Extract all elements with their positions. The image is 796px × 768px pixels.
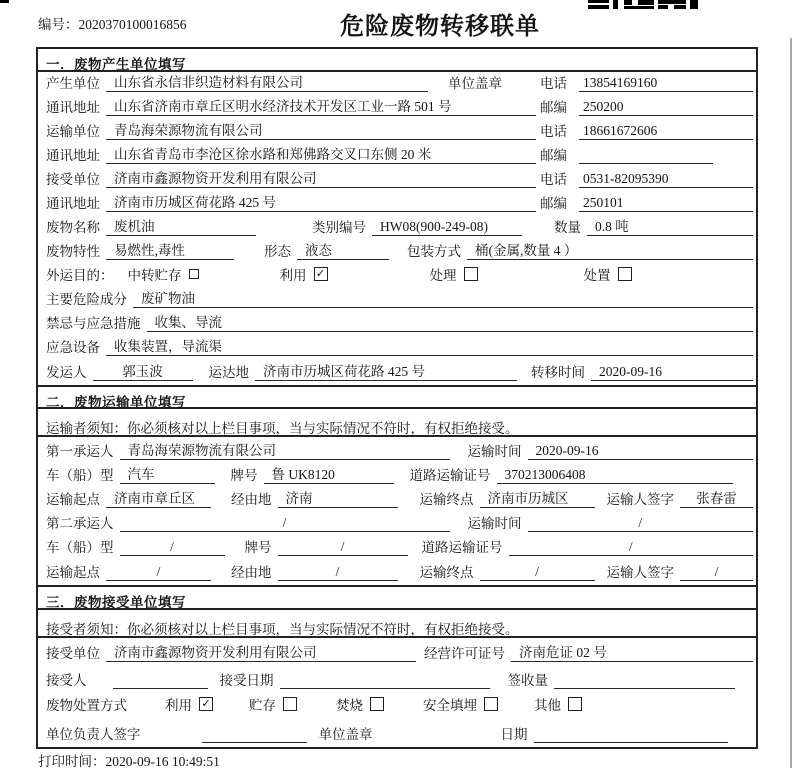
option-label: 利用 (279, 268, 307, 283)
date-label: 日期 (500, 727, 528, 742)
quantity-label: 数量 (554, 220, 581, 235)
plate2-value: / (278, 539, 408, 556)
checkbox-transfer-storage (189, 269, 199, 279)
purpose-label: 外运目的： (46, 268, 114, 283)
category-label: 类别编号 (312, 220, 366, 235)
option-label: 安全填埋 (423, 698, 477, 713)
transport-time-label: 运输时间 (467, 516, 522, 531)
carrier-sign-label: 运输人签字 (606, 492, 674, 507)
print-time-value: 2020-09-16 10:49:51 (105, 754, 220, 768)
route-start-label: 运输起点 (46, 492, 100, 507)
route2-end-value: / (480, 564, 595, 581)
address-label: 通讯地址 (46, 196, 100, 211)
section3-header: 三．废物接受单位填写 (38, 585, 756, 610)
checkbox-utilize-checked: ✓ (314, 267, 328, 281)
receiver-phone-group (540, 168, 753, 188)
print-time-line (38, 750, 220, 768)
receiver-label: 接受单位 (46, 172, 100, 187)
shipper-label: 发运人 (46, 365, 87, 380)
carrier2-label: 第二承运人 (46, 516, 114, 531)
transporter-zip-group (540, 144, 753, 164)
vehicle1-row (38, 464, 756, 488)
category-value: HW08(900-249-08) (372, 219, 522, 236)
producer-address-value: 山东省济南市章丘区明水经济技术开发区工业一路 501 号 (106, 95, 536, 116)
contraindication-value: 收集、导流 (147, 311, 754, 332)
checkbox-disposal-landfill (484, 697, 498, 711)
scan-page-edge-line (790, 38, 792, 768)
business-license-label: 经营许可证号 (424, 646, 505, 661)
receiver-address-row (38, 192, 756, 216)
option-label: 处置 (583, 268, 611, 283)
unit-seal-label: 单位盖章 (318, 727, 373, 742)
print-time-label: 打印时间： (38, 754, 106, 768)
producer-zip-group (540, 96, 753, 116)
date-value (534, 726, 729, 743)
purpose-option-treat (430, 264, 584, 284)
checkbox-disposal-other (568, 697, 582, 711)
carrier1-value: 青岛海荣源物流有限公司 (120, 439, 450, 460)
contraindication-label: 禁忌与应急措施 (46, 316, 141, 331)
accept-person-value (113, 672, 208, 689)
phone-label: 电话 (540, 172, 567, 187)
carrier1-row (38, 437, 756, 464)
responsible-sign-value (202, 726, 307, 743)
producer-value: 山东省永信非织造材料有限公司 (106, 71, 428, 92)
waste-traits-row (38, 240, 756, 264)
serial-number: 2020370100016856 (78, 17, 187, 32)
zip-label: 邮编 (540, 100, 567, 115)
producer-phone-group (540, 72, 753, 92)
option-label: 中转贮存 (127, 268, 182, 283)
route1-end-value: 济南市历城区 (480, 487, 595, 508)
route1-sign-value: 张春雷 (680, 487, 753, 508)
transport-time2-value: / (528, 515, 754, 532)
carrier2-value: / (120, 515, 450, 532)
road-license-label: 道路运输证号 (409, 468, 491, 483)
transporter-label: 运输单位 (46, 124, 100, 139)
hazard-row (38, 288, 756, 312)
traits-value: 易燃性,毒性 (106, 239, 234, 260)
address-label: 通讯地址 (46, 100, 100, 115)
road-license-label: 道路运输证号 (421, 540, 503, 555)
route2-sign-value: / (680, 564, 753, 581)
route2-start-value: / (106, 564, 211, 581)
form-state-value: 液态 (297, 239, 389, 260)
unit-seal-label: 单位盖章 (448, 76, 502, 91)
disposal-option-utilize (165, 694, 249, 714)
form-state-label: 形态 (264, 244, 291, 259)
sign-amount-label: 签收量 (507, 673, 548, 688)
form-title: 危险废物转移联单 (340, 14, 540, 40)
contraindication-row (38, 312, 756, 336)
section1-header: 一．废物产生单位填写 (38, 49, 756, 72)
route-via-label: 经由地 (231, 565, 272, 580)
destination-label: 运达地 (208, 365, 249, 380)
address-label: 通讯地址 (46, 148, 100, 163)
accept-date-label: 接受日期 (219, 673, 274, 688)
disposal-label: 废物处置方式 (46, 698, 127, 713)
vehicle-type-label: 车（船）型 (46, 540, 114, 555)
transporter-address-row (38, 144, 756, 168)
traits-label: 废物特性 (46, 244, 100, 259)
responsible-sign-label: 单位负责人签字 (46, 727, 141, 742)
checkbox-disposal-utilize-checked: ✓ (199, 697, 213, 711)
packaging-value: 桶(金属,数量 4 ） (467, 239, 753, 260)
dispatch-row (38, 360, 756, 385)
receiver-phone-value: 0531-82095390 (579, 171, 753, 188)
route1-row (38, 488, 756, 512)
checkbox-dispose (618, 267, 632, 281)
road-license1-value: 370213006408 (497, 467, 734, 484)
serial-label: 编号： (38, 17, 79, 32)
producer-row (38, 72, 756, 96)
transfer-form-table (36, 47, 758, 749)
transporter-value: 青岛海荣源物流有限公司 (106, 119, 536, 140)
option-label: 贮存 (249, 698, 276, 713)
route1-via-value: 济南 (278, 487, 398, 508)
transporter-row (38, 120, 756, 144)
transport-time-label: 运输时间 (467, 444, 522, 459)
option-label: 焚烧 (336, 698, 363, 713)
emergency-equipment-row (38, 336, 756, 360)
receiver-notice: 接受者须知：你必须核对以上栏目事项，当与实际情况不符时，有权拒绝接受。 (38, 610, 756, 638)
accept-person-label: 接受人 (46, 673, 87, 688)
route1-start-value: 济南市章丘区 (106, 487, 211, 508)
option-label: 处理 (429, 268, 457, 283)
accept-unit-value: 济南市鑫源物资开发利用有限公司 (106, 641, 416, 662)
receiver-address-value: 济南市历城区荷花路 425 号 (106, 191, 536, 212)
route-end-label: 运输终点 (419, 565, 474, 580)
waste-name-value: 废机油 (106, 215, 256, 236)
disposal-option-incinerate (336, 694, 423, 714)
disposal-option-other (534, 694, 582, 714)
carrier2-row (38, 512, 756, 536)
receiver-zip-group (540, 192, 753, 212)
transporter-phone-group (540, 120, 753, 140)
purpose-option-transfer-storage (128, 264, 280, 284)
route-start-label: 运输起点 (46, 565, 100, 580)
vehicle-type-label: 车（船）型 (46, 468, 114, 483)
purpose-row (38, 264, 756, 288)
accept-unit-row (38, 638, 756, 666)
vehicle1-type-value: 汽车 (120, 463, 215, 484)
hazard-label: 主要危险成分 (46, 292, 127, 307)
accept-date-value (280, 672, 490, 689)
producer-label: 产生单位 (46, 76, 100, 91)
section2-header: 二．废物运输单位填写 (38, 385, 756, 409)
route2-via-value: / (278, 564, 398, 581)
purpose-option-utilize (280, 264, 430, 284)
transport-time1-value: 2020-09-16 (528, 443, 754, 460)
acceptance-row (38, 666, 756, 693)
producer-phone-value: 13854169160 (579, 75, 753, 92)
zip-label: 邮编 (540, 196, 567, 211)
route-via-label: 经由地 (231, 492, 272, 507)
business-license-value: 济南危证 02 号 (511, 641, 753, 662)
signoff-row (38, 718, 756, 747)
waste-name-row (38, 216, 756, 240)
purpose-option-dispose (584, 264, 632, 284)
waste-name-label: 废物名称 (46, 220, 100, 235)
vehicle2-row (38, 536, 756, 560)
route2-row (38, 560, 756, 585)
transporter-phone-value: 18661672606 (579, 123, 753, 140)
carrier1-label: 第一承运人 (46, 444, 114, 459)
equipment-value: 收集装置，导流渠 (106, 335, 753, 356)
destination-value: 济南市历城区荷花路 425 号 (255, 360, 517, 381)
quantity-value: 0.8 吨 (587, 215, 753, 236)
route-end-label: 运输终点 (419, 492, 474, 507)
scan-artifact-mark (0, 0, 9, 3)
accept-unit-label: 接受单位 (46, 646, 100, 661)
producer-zip-value: 250200 (579, 99, 753, 116)
transporter-zip-value (579, 147, 713, 164)
disposal-option-landfill (423, 694, 534, 714)
road-license2-value: / (509, 539, 754, 556)
equipment-label: 应急设备 (46, 340, 100, 355)
sign-amount-value (554, 672, 735, 689)
shipper-value: 郭玉波 (93, 360, 193, 381)
plate-label: 牌号 (230, 468, 258, 483)
plate-label: 牌号 (244, 540, 272, 555)
option-label: 利用 (165, 698, 192, 713)
phone-label: 电话 (540, 124, 567, 139)
checkbox-disposal-store (283, 697, 297, 711)
vehicle2-type-value: / (120, 539, 225, 556)
receiver-zip-value: 250101 (579, 195, 753, 212)
carrier-sign-label: 运输人签字 (606, 565, 674, 580)
receiver-row (38, 168, 756, 192)
option-label: 其他 (534, 698, 561, 713)
disposal-row (38, 693, 756, 718)
checkbox-disposal-incinerate (370, 697, 384, 711)
transfer-time-label: 转移时间 (531, 365, 585, 380)
transporter-address-value: 山东省青岛市李沧区徐水路和郑佛路交叉口东侧 20 米 (106, 143, 536, 164)
transfer-time-value: 2020-09-16 (591, 364, 753, 381)
hazard-value: 废矿物油 (133, 287, 753, 308)
transporter-notice: 运输者须知：你必须核对以上栏目事项，当与实际情况不符时，有权拒绝接受。 (38, 409, 756, 437)
checkbox-treat (464, 267, 478, 281)
plate1-value: 鲁 UK8120 (264, 463, 394, 484)
disposal-option-store (249, 694, 336, 714)
producer-address-row (38, 96, 756, 120)
receiver-value: 济南市鑫源物资开发利用有限公司 (106, 167, 536, 188)
phone-label: 电话 (540, 76, 567, 91)
zip-label: 邮编 (540, 148, 567, 163)
packaging-label: 包装方式 (407, 244, 461, 259)
